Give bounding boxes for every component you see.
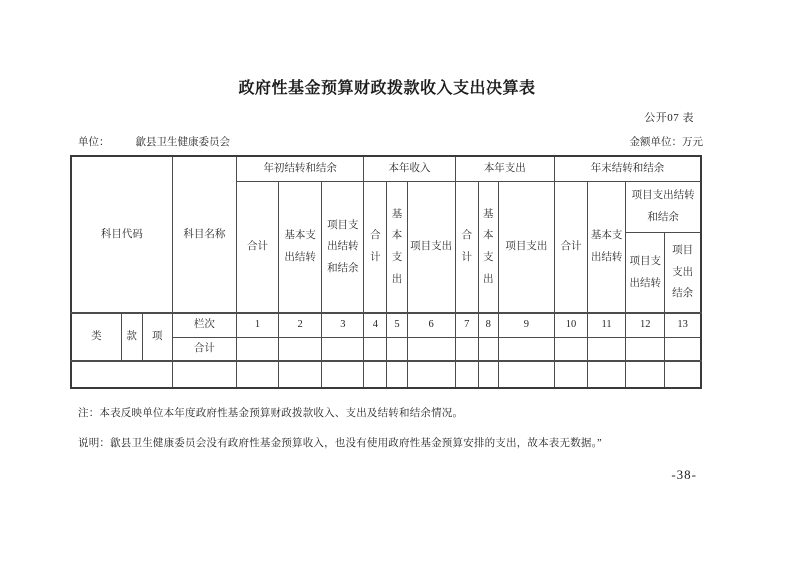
- cell-empty-value: [554, 361, 587, 388]
- cell-empty-value: [626, 361, 665, 388]
- cell-empty-value: [498, 361, 554, 388]
- cell-col-num-1: 1: [236, 313, 278, 338]
- cell-income-basic: 基本支出: [387, 182, 407, 314]
- cell-subject-code: 科目代码: [71, 156, 172, 313]
- cell-total-value: [236, 338, 278, 362]
- page-title: 政府性基金预算财政拨款收入支出决算表: [238, 80, 536, 97]
- form-code-label: 公开07 表: [644, 112, 694, 124]
- cell-begin-project-carryover: 项目支出结转和结余: [322, 182, 364, 314]
- cell-subject-name: 科目名称: [172, 156, 236, 313]
- cell-group-begin-year: 年初结转和结余: [236, 156, 363, 182]
- cell-group-expenditure: 本年支出: [455, 156, 554, 182]
- cell-col-num-3: 3: [322, 313, 364, 338]
- amount-unit-label: 金额单位：万元: [629, 137, 703, 148]
- cell-total-value: [478, 338, 498, 362]
- cell-expend-total: 合计: [455, 182, 478, 314]
- cell-empty-value: [236, 361, 278, 388]
- cell-end-project-carryover: 项目支出结转: [626, 233, 665, 314]
- cell-code-section: 款: [121, 313, 142, 361]
- cell-end-basic-carryover: 基本支出结转: [588, 182, 626, 314]
- cell-total-value: [387, 338, 407, 362]
- cell-col-num-4: 4: [364, 313, 387, 338]
- cell-empty-value: [387, 361, 407, 388]
- table-wrapper: [70, 155, 702, 389]
- cell-total-value: [364, 338, 387, 362]
- cell-begin-basic-carryover: 基本支出结转: [279, 182, 322, 314]
- cell-col-num-2: 2: [279, 313, 322, 338]
- cell-end-project-group: 项目支出结转和结余: [626, 182, 701, 233]
- cell-col-num-6: 6: [407, 313, 455, 338]
- cell-total-value: [626, 338, 665, 362]
- cell-empty-value: [478, 361, 498, 388]
- cell-income-project: 项目支出: [407, 182, 455, 314]
- cell-end-total: 合计: [554, 182, 587, 314]
- cell-col-num-5: 5: [387, 313, 407, 338]
- unit-name: 歙县卫生健康委员会: [135, 137, 230, 148]
- cell-col-num-13: 13: [665, 313, 701, 338]
- cell-col-num-9: 9: [498, 313, 554, 338]
- cell-total-value: [407, 338, 455, 362]
- cell-lanci-label: 栏次: [172, 313, 236, 338]
- cell-code-class: 类: [71, 313, 121, 361]
- table-note: 注：本表反映单位本年度政府性基金预算财政拨款收入、支出及结转和结余情况。: [78, 408, 464, 419]
- cell-col-num-10: 10: [554, 313, 587, 338]
- cell-income-total: 合计: [364, 182, 387, 314]
- page-number: -38-: [671, 467, 697, 482]
- cell-total-row-label: 合计: [172, 338, 236, 362]
- unit-row: [78, 134, 703, 149]
- cell-total-value: [665, 338, 701, 362]
- cell-group-end-year: 年末结转和结余: [554, 156, 701, 182]
- cell-total-value: [554, 338, 587, 362]
- cell-empty-value: [322, 361, 364, 388]
- cell-empty-value: [364, 361, 387, 388]
- cell-begin-total: 合计: [236, 182, 278, 314]
- cell-total-value: [279, 338, 322, 362]
- cell-empty-value: [407, 361, 455, 388]
- cell-empty-code: [71, 361, 172, 388]
- table-explanation: 说明：歙县卫生健康委员会没有政府性基金预算收入，也没有使用政府性基金预算安排的支出，故本表无数据。”: [78, 438, 602, 449]
- cell-total-value: [498, 338, 554, 362]
- fund-budget-table: [70, 155, 702, 389]
- cell-empty-value: [665, 361, 701, 388]
- cell-empty-value: [279, 361, 322, 388]
- cell-empty-name: [172, 361, 236, 388]
- cell-col-num-12: 12: [626, 313, 665, 338]
- cell-total-value: [322, 338, 364, 362]
- cell-col-num-8: 8: [478, 313, 498, 338]
- cell-total-value: [455, 338, 478, 362]
- cell-end-project-surplus: 项目支出结余: [665, 233, 701, 314]
- cell-expend-basic: 基本支出: [478, 182, 498, 314]
- cell-col-num-11: 11: [588, 313, 626, 338]
- unit-label: 单位：: [78, 137, 110, 148]
- cell-col-num-7: 7: [455, 313, 478, 338]
- cell-group-income: 本年收入: [364, 156, 455, 182]
- cell-empty-value: [455, 361, 478, 388]
- cell-expend-project: 项目支出: [498, 182, 554, 314]
- unit-line: [78, 134, 230, 149]
- cell-code-item: 项: [142, 313, 172, 361]
- cell-total-value: [588, 338, 626, 362]
- cell-empty-value: [588, 361, 626, 388]
